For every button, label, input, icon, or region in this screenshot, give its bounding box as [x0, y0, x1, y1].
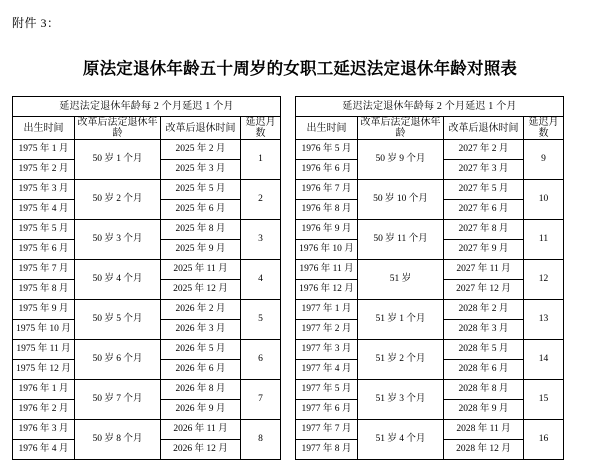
cell-delay-months: 13 [524, 300, 564, 340]
table-row [13, 220, 281, 240]
cell-retirement-date: 2025 年 8 月 [161, 220, 241, 240]
cell-birth-date: 1976 年 8 月 [296, 200, 358, 220]
cell-delay-months: 4 [241, 260, 281, 300]
cell-retirement-age: 50 岁 7 个月 [75, 380, 161, 420]
cell-retirement-date: 2028 年 12 月 [444, 440, 524, 460]
cell-retirement-date: 2025 年 6 月 [161, 200, 241, 220]
cell-delay-months: 12 [524, 260, 564, 300]
cell-retirement-date: 2025 年 3 月 [161, 160, 241, 180]
cell-retirement-date: 2025 年 12 月 [161, 280, 241, 300]
cell-birth-date: 1976 年 3 月 [13, 420, 75, 440]
column-header: 改革后法定退休年龄 [358, 117, 444, 140]
cell-birth-date: 1977 年 5 月 [296, 380, 358, 400]
cell-birth-date: 1975 年 8 月 [13, 280, 75, 300]
cell-delay-months: 11 [524, 220, 564, 260]
cell-retirement-date: 2026 年 3 月 [161, 320, 241, 340]
table-row [13, 420, 281, 440]
cell-birth-date: 1975 年 6 月 [13, 240, 75, 260]
cell-delay-months: 10 [524, 180, 564, 220]
cell-birth-date: 1975 年 3 月 [13, 180, 75, 200]
cell-birth-date: 1975 年 11 月 [13, 340, 75, 360]
cell-retirement-date: 2027 年 12 月 [444, 280, 524, 300]
cell-birth-date: 1977 年 3 月 [296, 340, 358, 360]
cell-retirement-date: 2028 年 3 月 [444, 320, 524, 340]
cell-delay-months: 6 [241, 340, 281, 380]
table-row [296, 260, 564, 280]
column-header: 出生时间 [13, 117, 75, 140]
cell-retirement-date: 2026 年 5 月 [161, 340, 241, 360]
table-row [296, 220, 564, 240]
tables-container [12, 96, 588, 460]
cell-delay-months: 16 [524, 420, 564, 460]
cell-birth-date: 1977 年 8 月 [296, 440, 358, 460]
cell-retirement-date: 2025 年 9 月 [161, 240, 241, 260]
cell-retirement-age: 51 岁 2 个月 [358, 340, 444, 380]
cell-retirement-age: 50 岁 10 个月 [358, 180, 444, 220]
table-band-header: 延迟法定退休年龄每 2 个月延迟 1 个月 [13, 97, 281, 117]
cell-retirement-date: 2028 年 6 月 [444, 360, 524, 380]
cell-retirement-age: 50 岁 6 个月 [75, 340, 161, 380]
cell-birth-date: 1976 年 2 月 [13, 400, 75, 420]
cell-delay-months: 1 [241, 140, 281, 180]
cell-retirement-date: 2026 年 8 月 [161, 380, 241, 400]
cell-birth-date: 1976 年 12 月 [296, 280, 358, 300]
cell-birth-date: 1976 年 11 月 [296, 260, 358, 280]
cell-birth-date: 1975 年 9 月 [13, 300, 75, 320]
retirement-schedule-table-left [12, 96, 281, 460]
table-row [296, 420, 564, 440]
cell-retirement-date: 2028 年 5 月 [444, 340, 524, 360]
cell-retirement-age: 50 岁 3 个月 [75, 220, 161, 260]
table-row [296, 380, 564, 400]
cell-birth-date: 1975 年 10 月 [13, 320, 75, 340]
table-row [13, 140, 281, 160]
cell-retirement-age: 50 岁 8 个月 [75, 420, 161, 460]
cell-retirement-date: 2027 年 3 月 [444, 160, 524, 180]
cell-retirement-date: 2028 年 2 月 [444, 300, 524, 320]
attachment-label: 附件 3： [12, 16, 60, 30]
cell-delay-months: 14 [524, 340, 564, 380]
cell-birth-date: 1977 年 6 月 [296, 400, 358, 420]
cell-retirement-date: 2028 年 9 月 [444, 400, 524, 420]
table-row [296, 180, 564, 200]
column-header: 改革后退休时间 [161, 117, 241, 140]
table-band-header: 延迟法定退休年龄每 2 个月延迟 1 个月 [296, 97, 564, 117]
cell-birth-date: 1976 年 9 月 [296, 220, 358, 240]
table-row [296, 300, 564, 320]
cell-birth-date: 1975 年 7 月 [13, 260, 75, 280]
cell-delay-months: 9 [524, 140, 564, 180]
cell-birth-date: 1977 年 1 月 [296, 300, 358, 320]
cell-delay-months: 8 [241, 420, 281, 460]
cell-birth-date: 1975 年 4 月 [13, 200, 75, 220]
column-header: 改革后退休时间 [444, 117, 524, 140]
cell-delay-months: 5 [241, 300, 281, 340]
table-header-row [13, 117, 281, 140]
table-band-header-row [13, 97, 281, 117]
table-row [13, 260, 281, 280]
column-header: 延迟月数 [241, 117, 281, 140]
cell-retirement-date: 2028 年 8 月 [444, 380, 524, 400]
table-row [13, 300, 281, 320]
cell-retirement-age: 51 岁 [358, 260, 444, 300]
cell-retirement-date: 2027 年 5 月 [444, 180, 524, 200]
table-row [13, 380, 281, 400]
cell-retirement-date: 2026 年 9 月 [161, 400, 241, 420]
cell-delay-months: 15 [524, 380, 564, 420]
cell-retirement-age: 50 岁 9 个月 [358, 140, 444, 180]
cell-birth-date: 1975 年 12 月 [13, 360, 75, 380]
cell-birth-date: 1976 年 6 月 [296, 160, 358, 180]
cell-birth-date: 1976 年 7 月 [296, 180, 358, 200]
column-header: 延迟月数 [524, 117, 564, 140]
page-title: 原法定退休年龄五十周岁的女职工延迟法定退休年龄对照表 [82, 59, 518, 78]
table-header-row [296, 117, 564, 140]
table-gap [281, 96, 295, 460]
cell-retirement-date: 2027 年 6 月 [444, 200, 524, 220]
cell-retirement-age: 50 岁 2 个月 [75, 180, 161, 220]
cell-birth-date: 1976 年 4 月 [13, 440, 75, 460]
cell-birth-date: 1977 年 2 月 [296, 320, 358, 340]
cell-retirement-date: 2027 年 9 月 [444, 240, 524, 260]
cell-delay-months: 3 [241, 220, 281, 260]
column-header: 改革后法定退休年龄 [75, 117, 161, 140]
cell-retirement-date: 2025 年 11 月 [161, 260, 241, 280]
table-body-right [296, 97, 564, 460]
cell-retirement-age: 51 岁 1 个月 [358, 300, 444, 340]
cell-retirement-age: 51 岁 4 个月 [358, 420, 444, 460]
cell-birth-date: 1976 年 1 月 [13, 380, 75, 400]
column-header: 出生时间 [296, 117, 358, 140]
retirement-schedule-table-right [295, 96, 564, 460]
cell-retirement-date: 2026 年 2 月 [161, 300, 241, 320]
cell-retirement-date: 2027 年 11 月 [444, 260, 524, 280]
table-row [296, 340, 564, 360]
cell-retirement-date: 2025 年 2 月 [161, 140, 241, 160]
cell-birth-date: 1975 年 5 月 [13, 220, 75, 240]
table-row [13, 180, 281, 200]
cell-retirement-date: 2026 年 11 月 [161, 420, 241, 440]
cell-birth-date: 1975 年 2 月 [13, 160, 75, 180]
cell-retirement-date: 2026 年 6 月 [161, 360, 241, 380]
cell-retirement-date: 2026 年 12 月 [161, 440, 241, 460]
cell-delay-months: 7 [241, 380, 281, 420]
cell-birth-date: 1977 年 7 月 [296, 420, 358, 440]
table-row [13, 340, 281, 360]
cell-retirement-age: 50 岁 11 个月 [358, 220, 444, 260]
cell-retirement-date: 2028 年 11 月 [444, 420, 524, 440]
cell-birth-date: 1976 年 10 月 [296, 240, 358, 260]
table-body-left [13, 97, 281, 460]
table-band-header-row [296, 97, 564, 117]
cell-retirement-date: 2027 年 2 月 [444, 140, 524, 160]
cell-birth-date: 1976 年 5 月 [296, 140, 358, 160]
cell-retirement-age: 50 岁 1 个月 [75, 140, 161, 180]
cell-retirement-age: 50 岁 4 个月 [75, 260, 161, 300]
cell-retirement-age: 50 岁 5 个月 [75, 300, 161, 340]
cell-birth-date: 1975 年 1 月 [13, 140, 75, 160]
cell-retirement-date: 2027 年 8 月 [444, 220, 524, 240]
table-row [296, 140, 564, 160]
cell-retirement-age: 51 岁 3 个月 [358, 380, 444, 420]
cell-retirement-date: 2025 年 5 月 [161, 180, 241, 200]
cell-delay-months: 2 [241, 180, 281, 220]
cell-birth-date: 1977 年 4 月 [296, 360, 358, 380]
